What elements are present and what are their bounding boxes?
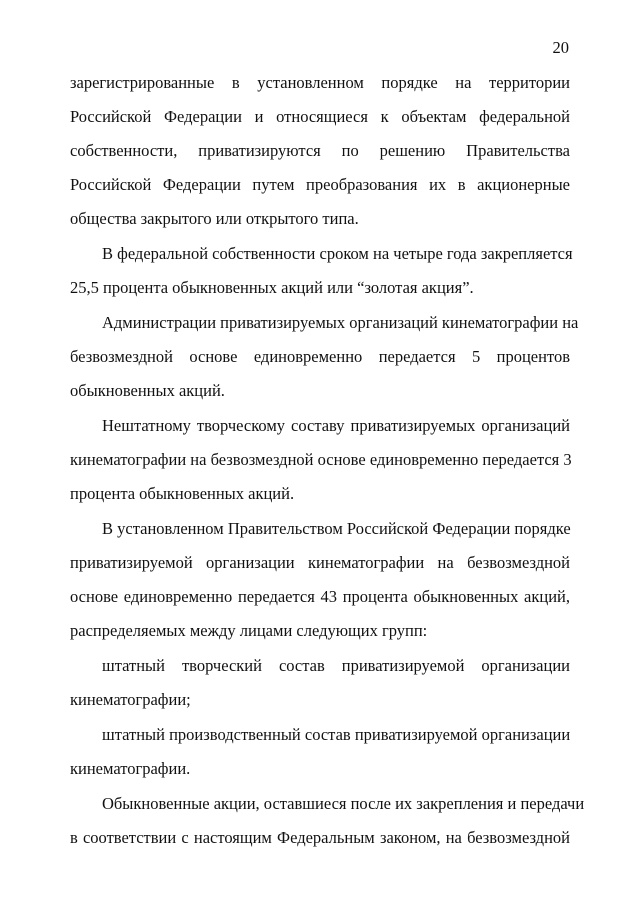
text-line: общества закрытого или открытого типа. <box>70 209 359 228</box>
text-line: штатный производственный состав приватизируемой организации <box>102 725 571 744</box>
text-line: кинематографии; <box>70 690 191 709</box>
text-line: Обыкновенные акции, оставшиеся после их закрепления и передачи <box>102 794 585 813</box>
text-line: Нештатному творческому составу приватизируемых организаций <box>102 416 570 435</box>
text-line: кинематографии на безвозмездной основе единовременно передается 3 <box>70 450 572 469</box>
page-number: 20 <box>552 38 569 57</box>
text-line: собственности, приватизируются по решению Правительства <box>70 141 570 160</box>
text-line: Администрации приватизируемых организаций кинематографии на <box>102 313 579 332</box>
text-line: Российской Федерации путем преобразования их в акционерные <box>70 175 570 194</box>
text-line: основе единовременно передается 43 процента обыкновенных акций, <box>70 587 570 606</box>
text-line: В установленном Правительством Российской Федерации порядке <box>102 519 571 538</box>
text-line: В федеральной собственности сроком на четыре года закрепляется <box>102 244 573 263</box>
text-line: обыкновенных акций. <box>70 381 225 400</box>
text-line: распределяемых между лицами следующих групп: <box>70 621 428 640</box>
document-body <box>70 66 585 855</box>
text-line: зарегистрированные в установленном порядке на территории <box>70 73 570 92</box>
text-line: приватизируемой организации кинематографии на безвозмездной <box>70 553 570 572</box>
text-line: безвозмездной основе единовременно передается 5 процентов <box>70 347 570 366</box>
text-line: Российской Федерации и относящиеся к объектам федеральной <box>70 107 570 126</box>
text-line: процента обыкновенных акций. <box>70 484 295 503</box>
text-line: 25,5 процента обыкновенных акций или “золотая акция”. <box>70 278 474 297</box>
text-line: штатный творческий состав приватизируемой организации <box>102 656 570 675</box>
text-line: в соответствии с настоящим Федеральным законом, на безвозмездной <box>70 828 570 847</box>
text-line: кинематографии. <box>70 759 191 778</box>
